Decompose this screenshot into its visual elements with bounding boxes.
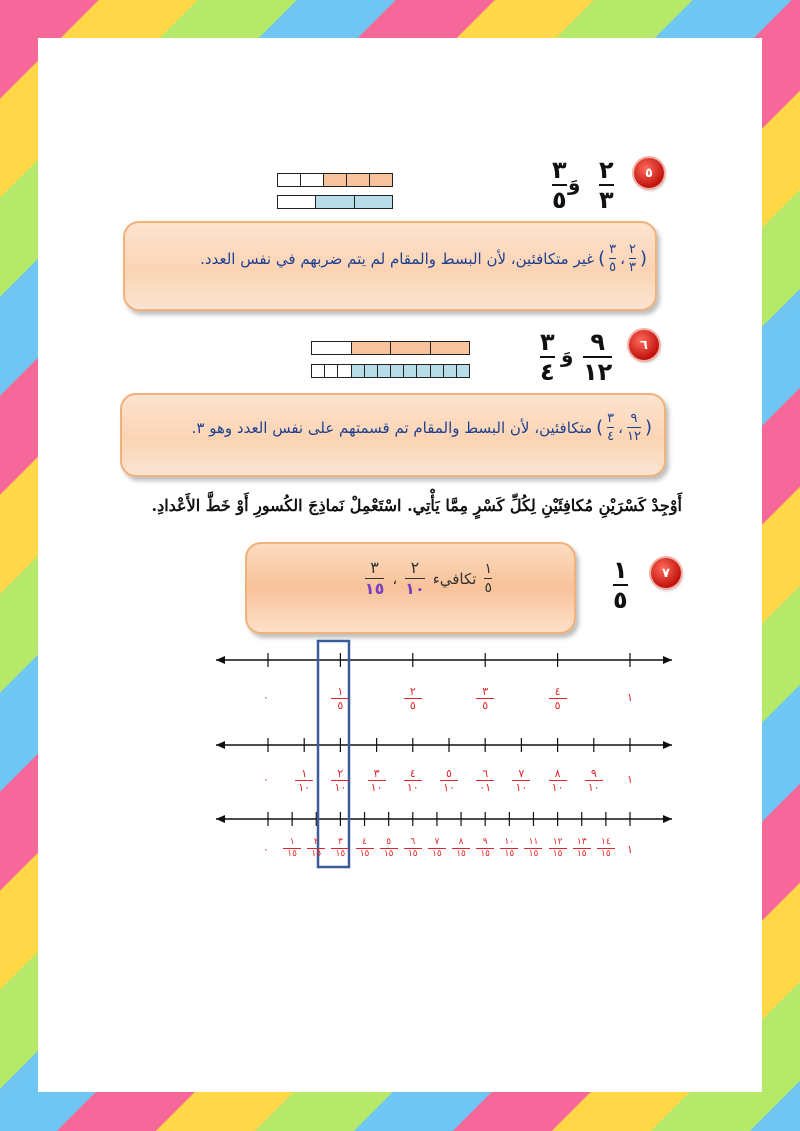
number-line-fraction-label: ٥ ١٥ <box>380 838 398 859</box>
exercise-6-fraction-b: ٣ ٤ <box>540 328 555 386</box>
exercise-6-conjunction: وَ <box>561 343 574 367</box>
arrow-right-icon <box>663 815 672 823</box>
number-line-fraction-label: ٦ ٠١ <box>476 768 494 793</box>
exercise-5-bullet: ٥ <box>634 158 664 188</box>
number-line-fraction-label: ٦ ١٥ <box>404 838 422 859</box>
number-line-fraction-label: ٢ ١٠ <box>331 768 349 793</box>
number-line-fraction-label: ٧ ١٠ <box>512 768 530 793</box>
exercise-6-answer: ( $\frac{٩}{١٢}$ ، $\frac{٣}{٤}$ ) متكافئين، لأن البسط والمقام تم قسمتهم على نفس العدد وهو ٣. <box>191 411 652 444</box>
number-line-fraction-label: ١ ٥ <box>331 686 349 711</box>
number-line-fraction-label: ٨ ١٥ <box>452 838 470 859</box>
number-line-zero-label: ٠ <box>263 843 269 856</box>
number-line-fraction-label: ٣ ١٥ <box>331 838 349 859</box>
exercise-6-bullet: ٦ <box>629 330 659 360</box>
number-line-fraction-label: ٣ ٥ <box>476 686 494 711</box>
worksheet-page <box>38 38 762 1092</box>
answer-given-fraction: $\frac{١}{٥}$ <box>484 561 492 596</box>
arrow-left-icon <box>216 815 225 823</box>
number-line-fraction-label: ٤ ٥ <box>549 686 567 711</box>
answer-fraction-2: $\frac{٣}{٥}$ <box>609 242 617 275</box>
number-line-fraction-label: ١ ١٥ <box>283 838 301 859</box>
arrow-right-icon <box>663 656 672 664</box>
answer-equiv-fraction-1: $\frac{٢}{١٠}$ <box>405 558 425 598</box>
number-line-fraction-label: ٩ ١٥ <box>476 838 494 859</box>
number-line-one-label: ١ <box>627 843 633 856</box>
answer-equiv-fraction-2: $\frac{٣}{١٥}$ <box>364 558 385 598</box>
instruction-text: أَوْجِدْ كَسْرَيْنِ مُكافِئَيْنِ لِكُلِّ كَسْرٍ مِمَّا يَأْتِي. اسْتَعْمِلْ نَماذِجَ الكُسورِ أَوْ خَطَّ الأَعْدادِ. <box>151 496 682 515</box>
number-line-zero-label: ٠ <box>263 773 269 786</box>
arrow-left-icon <box>216 741 225 749</box>
exercise-7-fraction: ١ ٥ <box>613 556 628 614</box>
number-line-fraction-label: ٢ ١٥ <box>307 838 325 859</box>
exercise-5-answer: ( $\frac{٢}{٣}$ ، $\frac{٣}{٥}$ ) غير متكافئين، لأن البسط والمقام لم يتم ضربهم في نفس العدد. <box>200 242 647 275</box>
number-line-fraction-label: ١٠ ١٥ <box>500 838 518 859</box>
exercise-6-fraction-a: ٩ ١٢ <box>583 328 613 386</box>
exercise-5-fraction-b: ٣ ٥ <box>552 156 567 214</box>
answer-fraction-1: $\frac{٩}{١٢}$ <box>627 411 641 444</box>
number-line-fraction-label: ٣ ١٠ <box>368 768 386 793</box>
highlight-box <box>318 641 349 867</box>
number-line-fraction-label: ٧ ١٥ <box>428 838 446 859</box>
arrow-right-icon <box>663 741 672 749</box>
arrow-left-icon <box>216 656 225 664</box>
number-line-fraction-label: ٤ ١٠ <box>404 768 422 793</box>
number-line-one-label: ١ <box>627 773 633 786</box>
number-line-fraction-label: ٩ ١٠ <box>585 768 603 793</box>
exercise-7-bullet: ٧ <box>651 558 681 588</box>
number-line-fraction-label: ٤ ١٥ <box>356 838 374 859</box>
number-line-fraction-label: ٥ ١٠ <box>440 768 458 793</box>
number-line-fraction-label: ١١ ١٥ <box>524 838 542 859</box>
number-line-fraction-label: ٢ ٥ <box>404 686 422 711</box>
exercise-5-fraction-a: ٢ ٣ <box>599 156 614 214</box>
number-line-fraction-label: ١٢ ١٥ <box>549 838 567 859</box>
number-lines <box>38 38 762 1092</box>
number-line-fraction-label: ١٣ ١٥ <box>573 838 591 859</box>
exercise-7-answer: $\frac{١}{٥}$ تكافيء $\frac{٢}{١٠}$ ، $\frac{٣}{١٥}$ <box>364 558 492 598</box>
number-line-one-label: ١ <box>627 691 633 704</box>
number-line-zero-label: ٠ <box>263 691 269 704</box>
exercise-5-conjunction: وَ <box>568 171 581 195</box>
answer-fraction-2: $\frac{٣}{٤}$ <box>607 411 615 444</box>
number-line-fraction-label: ١٤ ١٥ <box>597 838 615 859</box>
answer-fraction-1: $\frac{٢}{٣}$ <box>628 242 636 275</box>
number-line-fraction-label: ٨ ١٠ <box>549 768 567 793</box>
number-line-fraction-label: ١ ١٠ <box>295 768 313 793</box>
